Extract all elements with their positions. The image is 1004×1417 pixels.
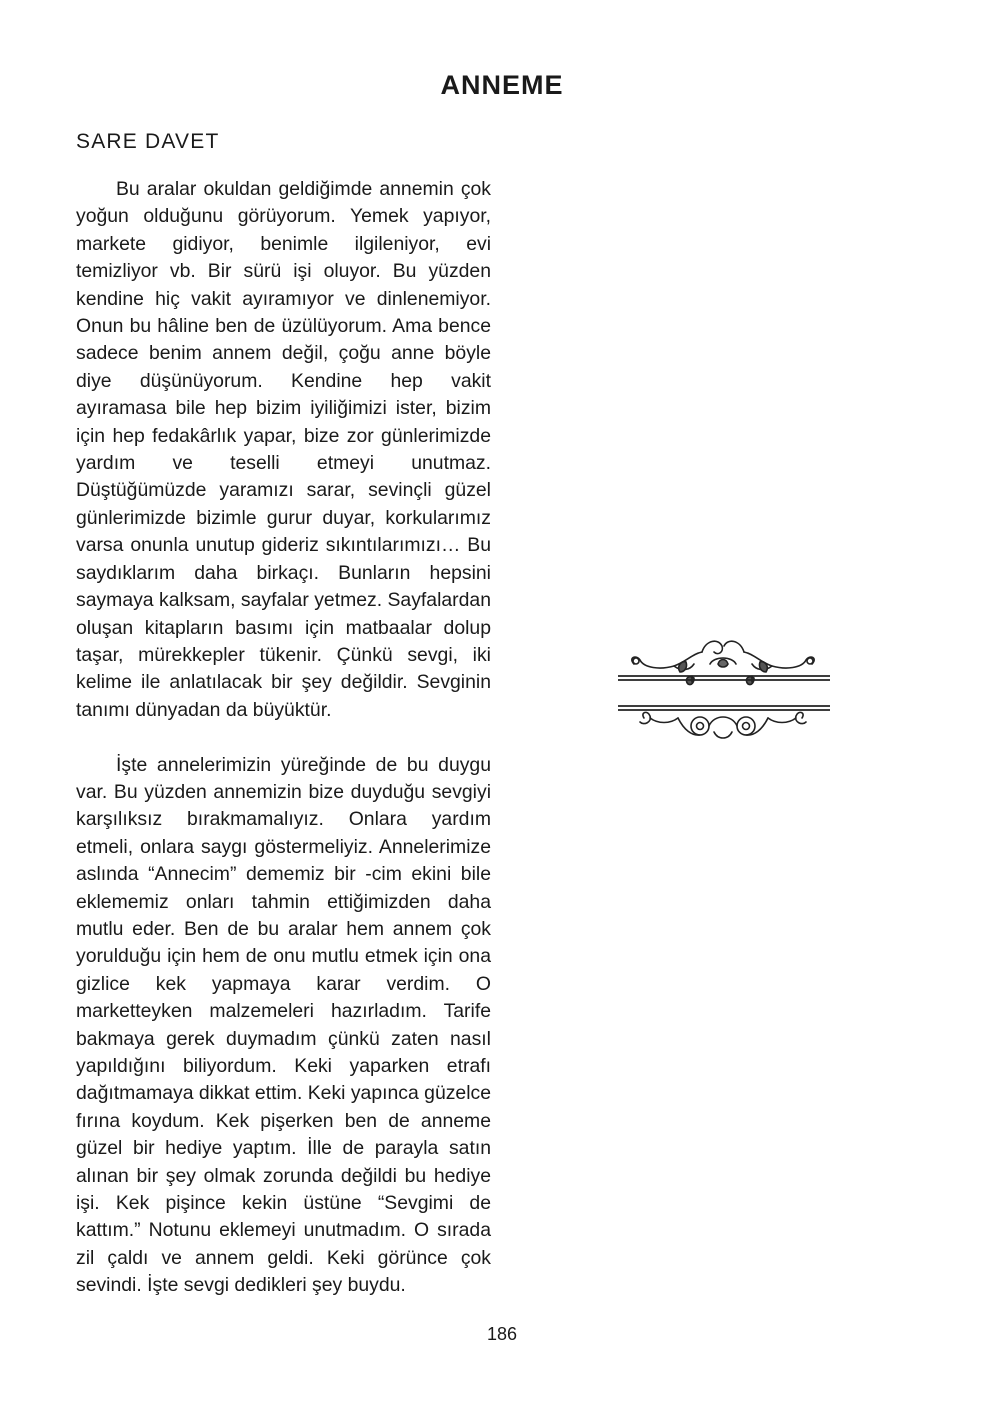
page-title: ANNEME xyxy=(440,70,564,100)
paragraph-1: Bu aralar okuldan geldiğimde annemin çok yoğun olduğunu görüyorum. Yemek yapıyor, markete gidiyor, benimle ilgileniyor, evi temizliyor vb. Bir sürü işi oluyor. Bu yüzden kendine hiç vakit ayıramıyor ve dinlenemiyor. Onun bu hâline ben de üzülüyorum. Ama bence sadece benim annem değil, çoğu anne böyle diye düşünüyorum. Kendine hep vakit ayıramasa bile hep bizim iyiliğimizi ister, bizim için hep fedakârlık yapar, bize zor günlerimizde yardım ve teselli etmeyi unutmaz. Düştüğümüzde yaramızı sarar, sevinçli güzel günlerimizde bizimle gurur duyar, korkularımız varsa onunla unutup gideriz sıkıntılarımızı… Bu saydıklarım daha birkaçı. Bunların hepsini saymaya kalksam, sayfalar yetmez. Sayfalardan oluşan kitapların basımı için matbaalar dolup taşar, mürekkepler tükenir. Çünkü sevgi, iki kelime ile anlatılacak bir şey değildir. Sevginin tanımı dünyadan da büyüktür. xyxy=(76,178,491,721)
page-number: 186 xyxy=(486,1324,518,1344)
paragraph-2: İşte annelerimizin yüreğinde de bu duygu var. Bu yüzden annemizin bize duyduğu sevgiyi karşılıksız bırakmamalıyız. Onlara yardım etmeli, onlara saygı göstermeliyiz. Annelerimize aslında “Annecim” dememiz bir -cim ekini bile eklememiz onları tahmin ettiğimizden daha mutlu eder. Ben de bu aralar hem annem çok yorulduğu için hem de onu mutlu etmek için ona gizlice kek yapmaya karar verdim. O marketteyken malzemeleri hazırladım. Tarife bakmaya gerek duymadım çünkü zaten nasıl yapıldığını biliyordum. Keki yaparken etrafı dağıtmamaya dikkat ettim. Keki yapınca güzelce fırına koydum. Kek pişerken ben de anneme güzel bir hediye yaptım. İlle de parayla satın alınan bir şey olmak zorunda değildi bu hediye işi. Kek pişince kekin üstüne “Sevgimi de kattım.” Notunu eklemeyi unutmadım. O sırada zil çaldı ve annem geldi. Keki görünce çok sevindi. İşte sevgi dedikleri şey buydu. xyxy=(76,753,491,1297)
floral-divider-icon xyxy=(614,632,832,744)
author-name: SARE DAVET xyxy=(76,130,220,153)
article-body xyxy=(76,176,491,1300)
